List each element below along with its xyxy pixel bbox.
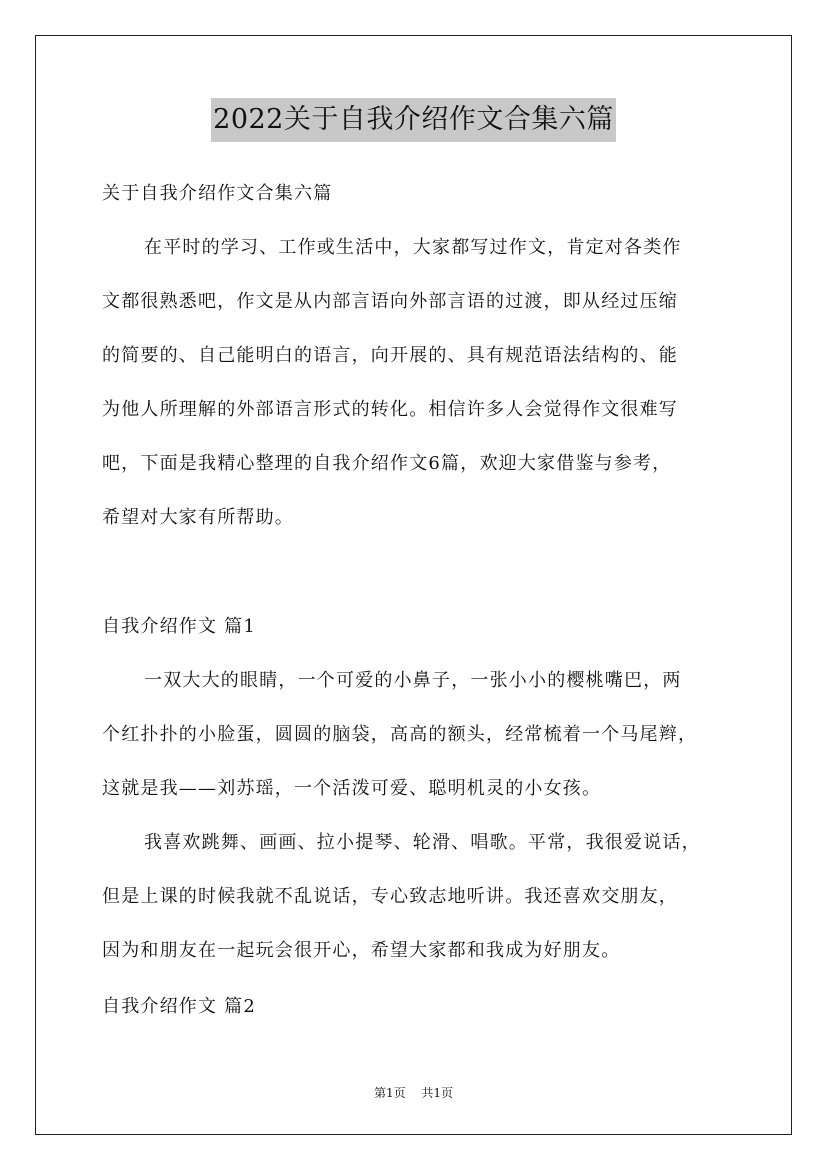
page-footer bbox=[0, 1084, 827, 1101]
page-number-total: 共1页 bbox=[421, 1086, 454, 1100]
intro-line: 希望对大家有所帮助。 bbox=[102, 507, 294, 528]
paragraph-line: 这就是我——刘苏瑶，一个活泼可爱、聪明机灵的小女孩。 bbox=[102, 778, 602, 799]
document-title: 2022关于自我介绍作文合集六篇 bbox=[211, 98, 616, 142]
page-number-current: 第1页 bbox=[373, 1086, 406, 1100]
section-heading: 自我介绍作文 篇2 bbox=[102, 996, 256, 1017]
intro-line: 为他人所理解的外部语言形式的转化。相信许多人会觉得作文很难写 bbox=[102, 399, 678, 420]
intro-line: 的简要的、自己能明白的语言，向开展的、具有规范语法结构的、能 bbox=[102, 345, 678, 366]
document-subtitle: 关于自我介绍作文合集六篇 bbox=[102, 183, 333, 204]
intro-line: 在平时的学习、工作或生活中，大家都写过作文，肯定对各类作 bbox=[144, 237, 682, 258]
section-heading: 自我介绍作文 篇1 bbox=[102, 616, 256, 637]
intro-line: 文都很熟悉吧，作文是从内部言语向外部言语的过渡，即从经过压缩 bbox=[102, 291, 678, 312]
paragraph-line: 我喜欢跳舞、画画、拉小提琴、轮滑、唱歌。平常，我很爱说话， bbox=[144, 832, 701, 853]
title-container bbox=[0, 98, 827, 142]
paragraph-line: 一双大大的眼睛，一个可爱的小鼻子，一张小小的樱桃嘴巴，两 bbox=[144, 670, 682, 691]
intro-line: 吧，下面是我精心整理的自我介绍作文6篇，欢迎大家借鉴与参考， bbox=[102, 453, 672, 474]
paragraph-line: 因为和朋友在一起玩会很开心，希望大家都和我成为好朋友。 bbox=[102, 940, 621, 961]
paragraph-line: 但是上课的时候我就不乱说话，专心致志地听讲。我还喜欢交朋友， bbox=[102, 886, 678, 907]
paragraph-line: 个红扑扑的小脸蛋，圆圆的脑袋，高高的额头，经常梳着一个马尾辫， bbox=[102, 724, 698, 745]
